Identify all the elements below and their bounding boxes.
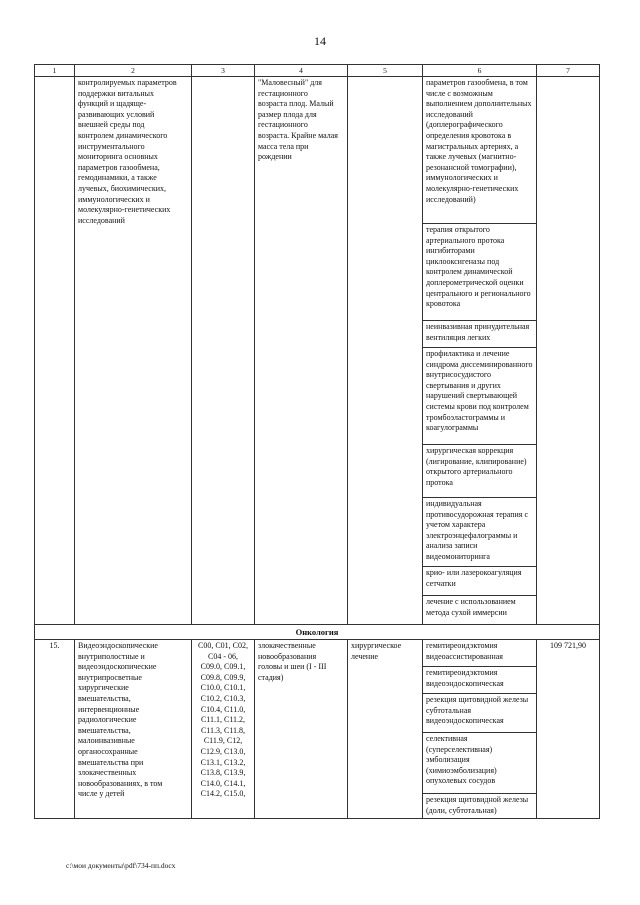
cost-cell [537,77,600,625]
treatment-method-cell: гемитиреоидэктомия видеоассистированная [423,640,537,667]
model-patient-cell: "Маловесный" для гестационного возраста плод. Малый размер плода для гестационного возраста. Крайне малая масса тела при рождении [255,77,348,625]
treatment-method-cell: гемитиреоидэктомия видеоэндоскопическая [423,667,537,694]
treatment-method-cell: хирургическая коррекция (лигирование, клипирование) открытого артериального протока [423,445,537,498]
treatment-method-cell: селективная (суперселективная) эмболизация (химиоэмболизация) опухолевых сосудов [423,733,537,794]
footer-file-path: c:\мои документы\pdf\734-пп.docx [66,861,176,870]
item-number-cell: 15. [35,640,75,819]
treatment-method-cell: профилактика и лечение синдрома диссеминированного внутрисосудистого свертывания и других нарушений свертывающей системы крови под контролем тромбоэластограммы и коагулограммы [423,348,537,445]
treatment-method-cell: терапия открытого артериального протока ингибиторами циклооксигеназы под контролем динамической доплерометрической оценки центрального и регионального кровотока [423,224,537,321]
item-number-cell [35,77,75,625]
treatment-method-cell: параметров газообмена, в том числе с возможным выполнением дополнительных исследований (доплерографического определения кровотока в магистральных артериях, а также лучевых (магнитно- резонансной томографии), иммунологических и молекулярно-генетических исследований) [423,77,537,224]
treatment-method-cell: резекция щитовидной железы субтотальная видеоэндоскопическая [423,694,537,733]
column-number: 7 [537,65,600,77]
treatment-type-cell [348,77,423,625]
treatment-method-cell: крио- или лазерокоагуляция сетчатки [423,567,537,596]
column-number: 2 [75,65,192,77]
column-number: 5 [348,65,423,77]
treatment-method-cell: индивидуальная противосудорожная терапия с учетом характера электроэнцефалограммы и анализа записи видеомониторинга [423,498,537,567]
column-number: 3 [192,65,255,77]
table-row [35,77,600,224]
treatment-method-cell: лечение с использованием метода сухой иммерсии [423,596,537,625]
section-header-row [35,625,600,640]
treatment-method-cell: резекция щитовидной железы (доли, субтотальная) [423,794,537,819]
section-title: Онкология [35,625,600,640]
procedure-description-cell: Видеоэндоскопические внутриполостные и видеоэндоскопические внутрипросветные хирургические вмешательства, интервенционные радиологические вмешательства, малоинвазивные органосохранные вмешательства при злокачественных новообразованиях, в том числе у детей [75,640,192,819]
model-patient-cell: злокачественные новообразования головы и шеи (I - III стадия) [255,640,348,819]
treatment-method-cell: неинвазивная принудительная вентиляция легких [423,321,537,348]
column-number-row [35,65,600,77]
column-number: 1 [35,65,75,77]
column-number: 4 [255,65,348,77]
cost-cell: 109 721,90 [537,640,600,819]
procedures-table [34,64,600,819]
treatment-type-cell: хирургическое лечение [348,640,423,819]
column-number: 6 [423,65,537,77]
procedure-description-cell: контролируемых параметров поддержки витальных функций и щадяще- развивающих условий внешней среды под контролем динамического инструментального мониторинга основных параметров газообмена, гемодинамики, а также лучевых, биохимических, иммунологических и молекулярно-генетических исследований [75,77,192,625]
page-number: 14 [314,34,326,48]
icd-codes-cell: C00, C01, C02, C04 - 06, C09.0, C09.1, C09.8, C09.9, C10.0, C10.1, C10.2, C10.3, C10.4, C11.0, C11.1, C11.2, C11.3, C11.8, C11.9, C12, C12.9, C13.0, C13.1, C13.2, C13.8, C13.9, C14.0, C14.1, C14.2, C15.0, [192,640,255,819]
icd-codes-cell [192,77,255,625]
table-row [35,640,600,667]
